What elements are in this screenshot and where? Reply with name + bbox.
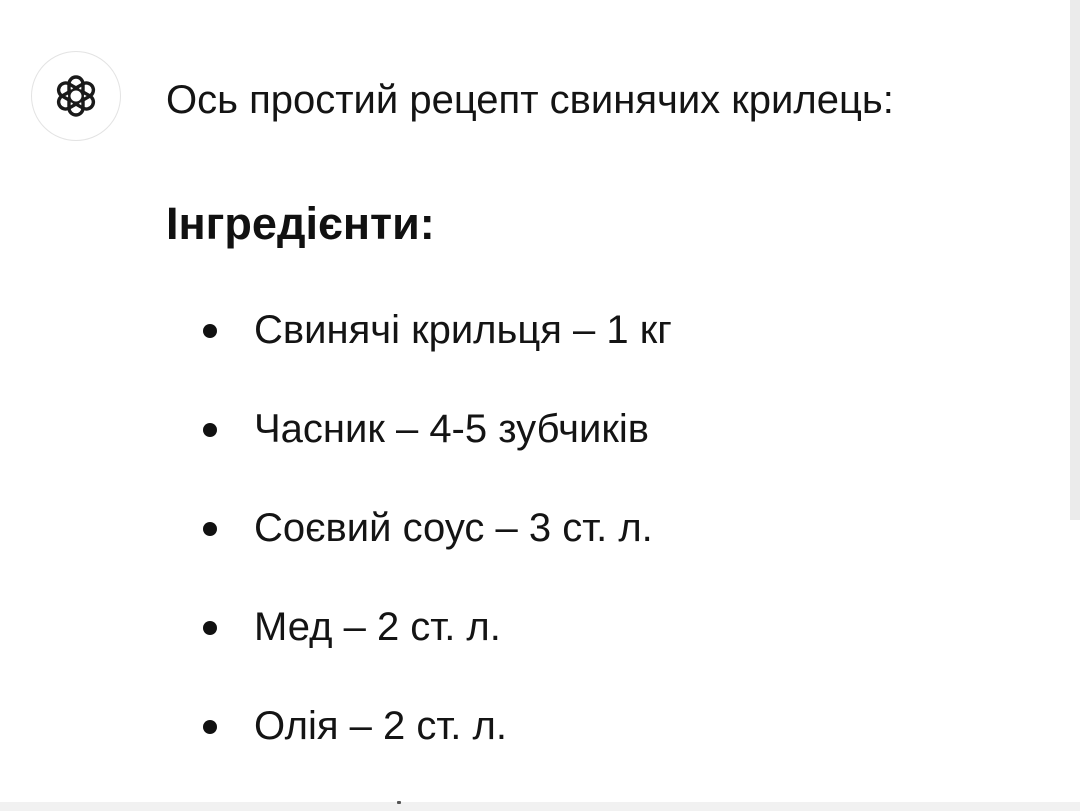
assistant-avatar (31, 51, 121, 141)
ingredient-text: Олія – 2 ст. л. (254, 704, 507, 748)
ingredient-text: Часник – 4-5 зубчиків (254, 407, 649, 451)
bullet-icon (203, 720, 217, 734)
ingredients-heading: Інгредієнти: (166, 198, 435, 249)
bullet-icon (203, 522, 217, 536)
openai-logo-icon (52, 72, 100, 120)
bullet-icon (203, 423, 217, 437)
bottom-edge (0, 802, 1080, 811)
bullet-icon (203, 324, 217, 338)
message-intro: Ось простий рецепт свинячих крилець: (166, 78, 894, 122)
ingredient-text: Свинячі крильця – 1 кг (254, 308, 672, 352)
bullet-icon (203, 621, 217, 635)
ingredient-text: Мед – 2 ст. л. (254, 605, 501, 649)
ingredient-text: Соєвий соус – 3 ст. л. (254, 506, 653, 550)
scrollbar[interactable] (1070, 0, 1080, 520)
clipped-text-fragment (397, 801, 401, 804)
